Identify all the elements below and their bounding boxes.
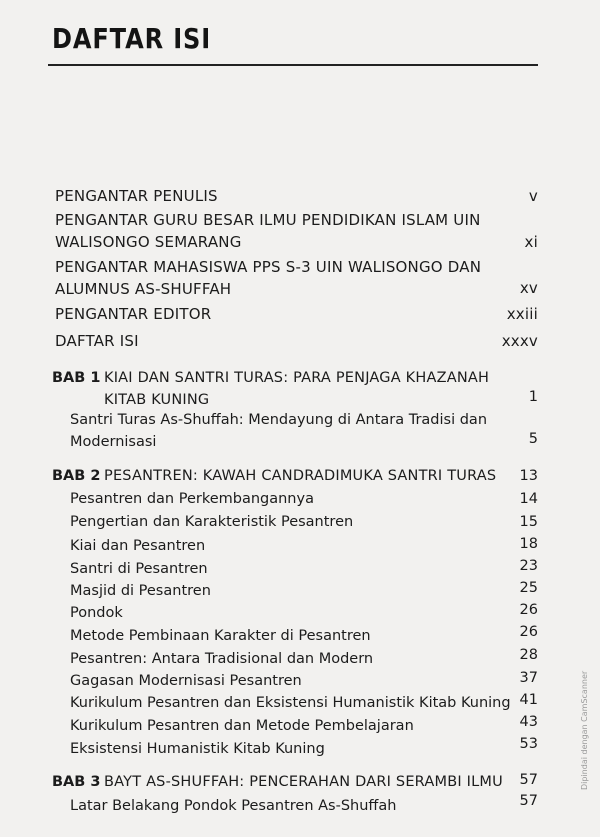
chapter-1-title[interactable] (104, 367, 489, 411)
page-number: xxxv (501, 332, 538, 350)
section-title-line: Santri Turas As-Shuffah: Mendayung di Antara Tradisi dan (70, 412, 488, 428)
scanner-watermark: Dipindai dengan CamScanner (580, 670, 589, 790)
section-entry[interactable]: Latar Belakang Pondok Pesantren As-Shuffah (70, 798, 397, 814)
toc-entry-pengantar-editor[interactable] (55, 303, 211, 325)
chapter-2-heading[interactable] (52, 465, 100, 487)
section-entry[interactable]: Pesantren dan Perkembangannya (70, 491, 314, 507)
section-entry[interactable]: Eksistensi Humanistik Kitab Kuning (70, 741, 325, 757)
page-number: xxiii (506, 305, 538, 323)
page-number: xv (519, 279, 538, 297)
toc-entry-daftar-isi[interactable] (55, 330, 139, 352)
page-title: DAFTAR ISI (52, 22, 212, 55)
entry-title-line: PENGANTAR MAHASISWA PPS S-3 UIN WALISONGO DAN (55, 258, 482, 276)
chapter-title-line: BAYT AS-SHUFFAH: PENCERAHAN DARI SERAMBI ILMU (104, 774, 503, 790)
section-entry[interactable]: Pesantren: Antara Tradisional dan Modern (70, 651, 374, 667)
chapter-2-title[interactable] (104, 465, 496, 487)
page-number: 26 (519, 624, 538, 640)
entry-title: PENGANTAR EDITOR (55, 305, 212, 323)
chapter-3-heading[interactable] (52, 771, 100, 793)
chapter-1-heading[interactable] (52, 367, 100, 389)
section-title-line: Modernisasi (70, 434, 157, 450)
page-number: 57 (519, 793, 538, 809)
page-number: 23 (519, 558, 538, 574)
section-entry[interactable]: Pengertian dan Karakteristik Pesantren (70, 514, 354, 530)
toc-entry-pengantar-penulis[interactable] (55, 185, 218, 207)
page-number: 5 (528, 431, 538, 447)
page-number: 28 (519, 647, 538, 663)
page-number: 26 (519, 602, 538, 618)
section-entry[interactable]: Gagasan Modernisasi Pesantren (70, 673, 302, 689)
entry-title-line: PENGANTAR GURU BESAR ILMU PENDIDIKAN ISLAM UIN (55, 211, 481, 229)
chapter-label: BAB 3 (52, 774, 101, 790)
chapter-page-number: 1 (528, 389, 538, 405)
page-number: 25 (519, 580, 538, 596)
section-entry[interactable]: Metode Pembinaan Karakter di Pesantren (70, 628, 371, 644)
entry-title-line: WALISONGO SEMARANG (55, 233, 242, 251)
title-rule (48, 64, 538, 66)
page-number: 37 (519, 670, 538, 686)
chapter-page-number: 13 (519, 468, 538, 484)
chapter-title-line: KITAB KUNING (104, 392, 210, 408)
toc-entry-pengantar-mahasiswa[interactable] (55, 256, 481, 300)
page-number: v (528, 187, 538, 205)
chapter-title-line: KIAI DAN SANTRI TURAS: PARA PENJAGA KHAZANAH (104, 370, 490, 386)
page-number: 41 (519, 692, 538, 708)
section-entry[interactable]: Masjid di Pesantren (70, 583, 211, 599)
section-entry[interactable] (70, 409, 487, 453)
chapter-title-line: PESANTREN: KAWAH CANDRADIMUKA SANTRI TURAS (104, 468, 497, 484)
section-entry[interactable]: Kiai dan Pesantren (70, 538, 206, 554)
page-number: 14 (519, 491, 538, 507)
chapter-3-title[interactable] (104, 771, 503, 793)
page-number: 43 (519, 714, 538, 730)
entry-title: DAFTAR ISI (55, 332, 139, 350)
chapter-page-number: 57 (519, 772, 538, 788)
entry-title-line: ALUMNUS AS-SHUFFAH (55, 280, 232, 298)
section-entry[interactable]: Pondok (70, 605, 123, 621)
section-entry[interactable]: Santri di Pesantren (70, 561, 208, 577)
section-entry[interactable]: Kurikulum Pesantren dan Eksistensi Humanistik Kitab Kuning (70, 695, 511, 711)
page-number: 53 (519, 736, 538, 752)
page-number: 18 (519, 536, 538, 552)
entry-title: PENGANTAR PENULIS (55, 187, 218, 205)
page-number: xi (524, 233, 538, 251)
chapter-label: BAB 1 (52, 370, 101, 386)
page-number: 15 (519, 514, 538, 530)
section-entry[interactable]: Kurikulum Pesantren dan Metode Pembelajaran (70, 718, 414, 734)
chapter-label: BAB 2 (52, 468, 101, 484)
toc-entry-pengantar-guru-besar[interactable] (55, 209, 481, 253)
